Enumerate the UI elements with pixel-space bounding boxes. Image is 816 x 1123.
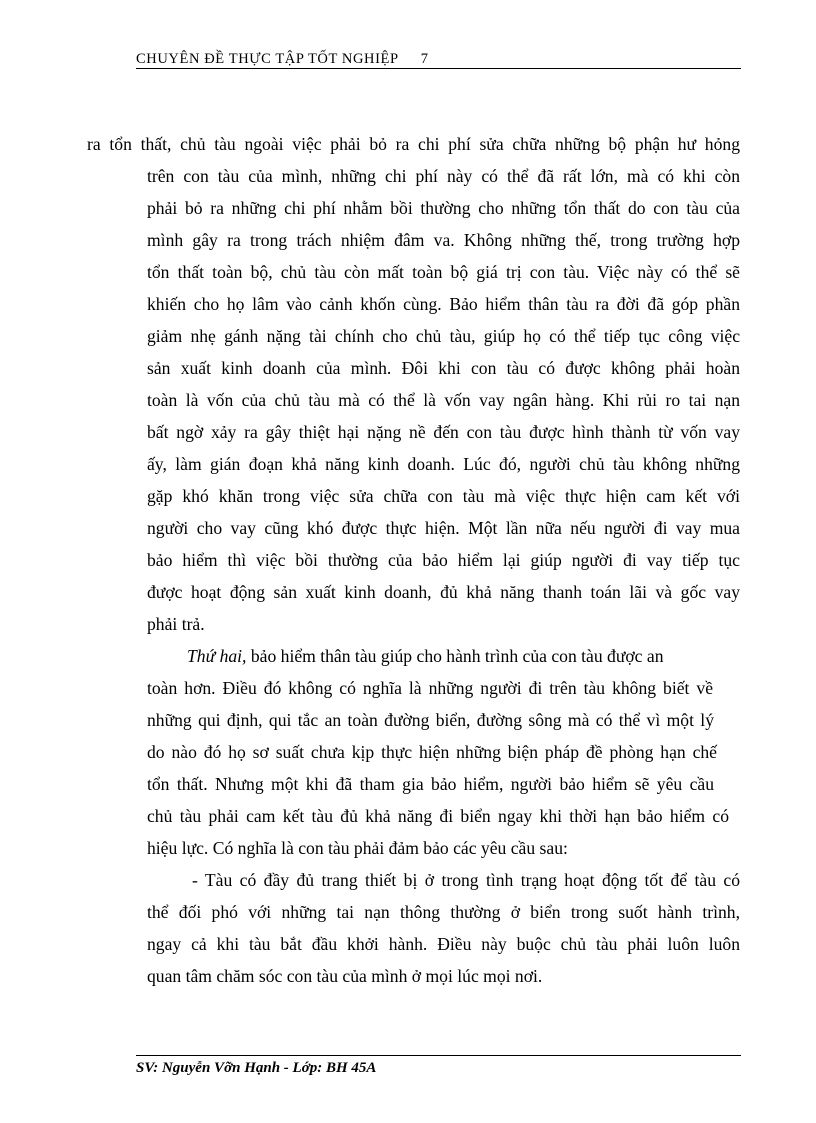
paragraph-line: chủ tàu phải cam kết tàu đủ khả năng đi biển ngay khi thời hạn bảo hiểm có — [147, 806, 729, 826]
paragraph-line: khiến cho họ lâm vào cảnh khốn cùng. Bảo hiểm thân tàu ra đời đã góp phần — [147, 294, 740, 314]
paragraph-line: ngay cả khi tàu bắt đầu khởi hành. Điều này buộc chủ tàu phải luôn luôn — [147, 934, 740, 954]
paragraph-line: thể đối phó với những tai nạn thông thường ở biển trong suốt hành trình, — [147, 902, 740, 922]
paragraph-line: gặp khó khăn trong việc sửa chữa con tàu mà việc thực hiện cam kết với — [147, 486, 740, 506]
lead-rest: bảo hiểm thân tàu giúp cho hành trình của con tàu được an — [246, 646, 664, 666]
header-rule — [136, 68, 741, 69]
paragraph-line: người cho vay cũng khó được thực hiện. Một lần nữa nếu người đi vay mua — [147, 518, 740, 538]
running-header — [136, 50, 740, 68]
paragraph-line: giảm nhẹ gánh nặng tài chính cho chủ tàu, giúp họ có thể tiếp tục công việc — [147, 326, 740, 346]
paragraph-line: những qui định, qui tắc an toàn đường biển, đường sông mà có thể vì một lý — [147, 710, 714, 730]
paragraph-line: phải trả. — [147, 614, 205, 634]
paragraph-line: hiệu lực. Có nghĩa là con tàu phải đảm bảo các yêu cầu sau: — [147, 838, 568, 858]
running-footer: SV: Nguyễn Vỡn Hạnh - Lớp: BH 45A — [136, 1060, 377, 1076]
paragraph-line: trên con tàu của mình, những chi phí này có thể đã rất lớn, mà có khi còn — [147, 166, 740, 186]
paragraph-line: được hoạt động sản xuất kinh doanh, đủ khả năng thanh toán lãi và gốc vay — [147, 582, 740, 602]
paragraph-line — [187, 645, 664, 667]
paragraph-line: ra tổn thất, chủ tàu ngoài việc phải bỏ ra chi phí sửa chữa những bộ phận hư hỏng — [87, 134, 740, 154]
paragraph-line: quan tâm chăm sóc con tàu của mình ở mọi lúc mọi nơi. — [147, 966, 543, 986]
paragraph-line: phải bỏ ra những chi phí nhằm bồi thường cho những tổn thất do con tàu của — [147, 198, 740, 218]
paragraph-line: - Tàu có đầy đủ trang thiết bị ở trong tình trạng hoạt động tốt để tàu có — [192, 870, 740, 890]
paragraph-line: ấy, làm gián đoạn khả năng kinh doanh. Lúc đó, người chủ tàu không những — [147, 454, 740, 474]
paragraph-line: do nào đó họ sơ suất chưa kịp thực hiện những biện pháp đề phòng hạn chế — [147, 742, 717, 762]
paragraph-line: bảo hiểm thì việc bồi thường của bảo hiểm lại giúp người đi vay tiếp tục — [147, 550, 740, 570]
paragraph-line: tổn thất. Nhưng một khi đã tham gia bảo hiểm, người bảo hiểm sẽ yêu cầu — [147, 774, 714, 794]
paragraph-line: mình gây ra trong trách nhiệm đâm va. Không những thế, trong trường hợp — [147, 230, 740, 250]
header-title: CHUYÊN ĐỀ THỰC TẬP TỐT NGHIỆP — [136, 51, 399, 67]
header-page-number: 7 — [420, 51, 429, 67]
footer-rule — [136, 1055, 741, 1056]
paragraph-line: toàn hơn. Điều đó không có nghĩa là những người đi trên tàu không biết về — [147, 678, 713, 698]
paragraph-line: bất ngờ xảy ra gây thiệt hại nặng nề đến con tàu được hình thành từ vốn vay — [147, 422, 740, 442]
italic-lead: Thứ hai, — [187, 646, 247, 666]
paragraph-line: sản xuất kinh doanh của mình. Đôi khi con tàu có được không phải hoàn — [147, 358, 740, 378]
paragraph-line: tổn thất toàn bộ, chủ tàu còn mất toàn bộ giá trị con tàu. Việc này có thể sẽ — [147, 262, 740, 282]
paragraph-line: toàn là vốn của chủ tàu mà có thể là vốn vay ngân hàng. Khi rủi ro tai nạn — [147, 390, 740, 410]
